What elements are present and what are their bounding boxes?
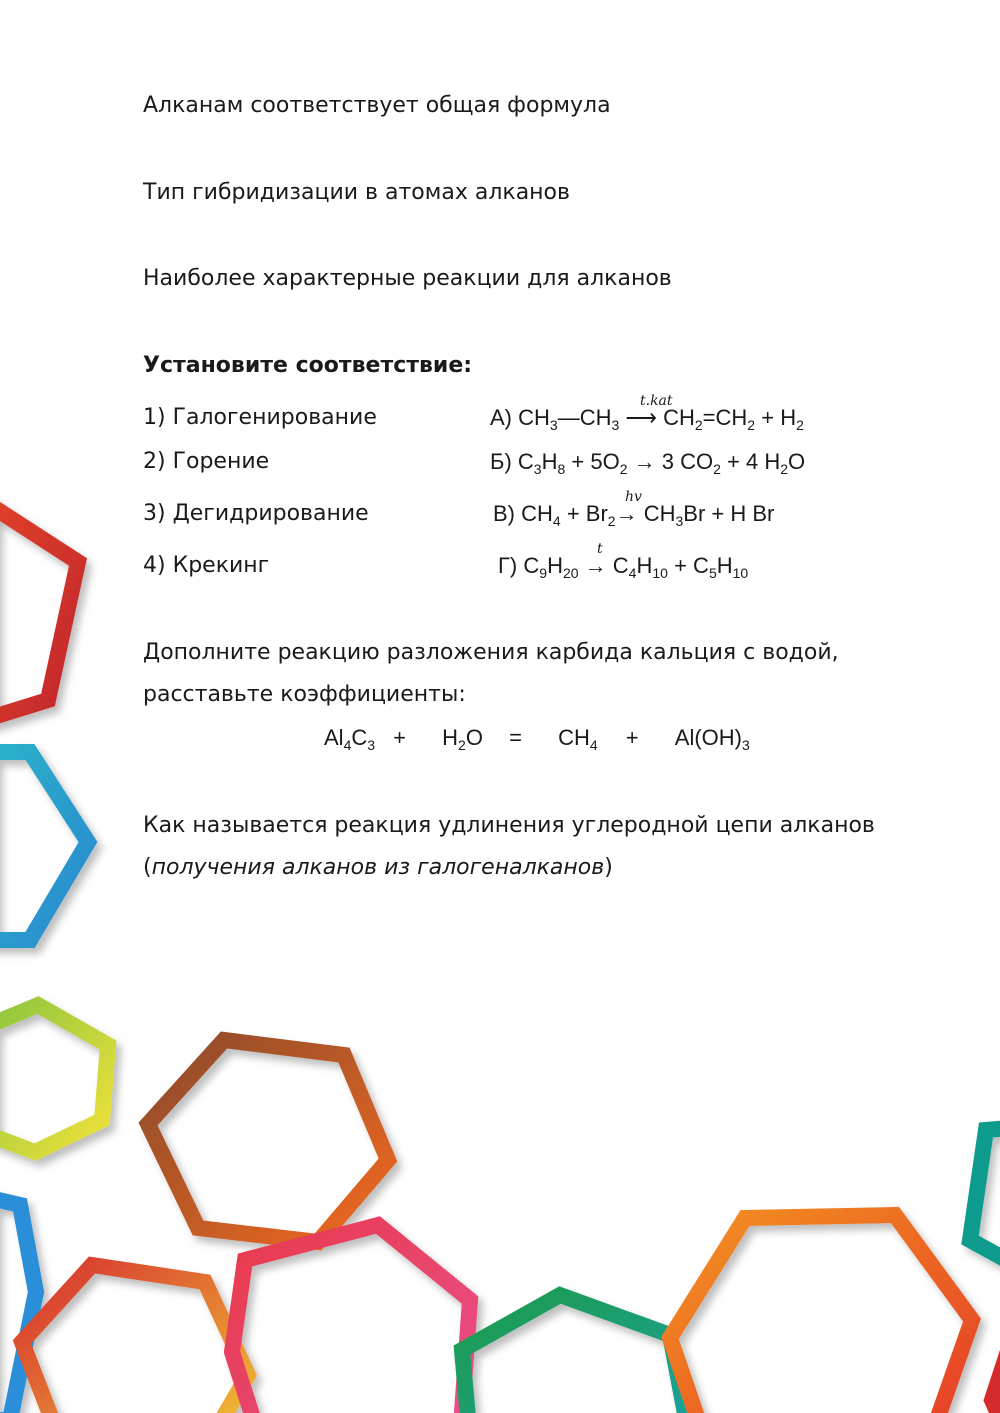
hexagon-red-yellow (22, 1265, 248, 1413)
hexagon-lime (0, 1005, 108, 1152)
question-typical-reactions: Наиболее характерные реакции для алканов (143, 266, 672, 291)
reaction-condition: t.kat (640, 393, 673, 409)
completion-line-1: Дополните реакцию разложения карбида кальция с водой, (143, 640, 839, 665)
reaction-arrow: → (584, 553, 607, 578)
matching-item-3: 3) Дегидрирование (143, 501, 369, 526)
reaction-condition: hv (625, 489, 642, 505)
reaction-arrow: ⟶ (625, 405, 657, 430)
reaction-arrow: → (633, 449, 656, 474)
matching-item-2: 2) Горение (143, 449, 270, 474)
reaction-letter: Б) (490, 449, 512, 474)
reaction-arrow: → (615, 501, 638, 526)
matching-title: Установите соответствие: (143, 353, 473, 378)
completion-line-2: расставьте коэффициенты: (143, 682, 466, 707)
reaction-v: В) $CH_4 + Br_2\to CH_3Br + H$ Br (493, 501, 775, 529)
hexagon-teal-right (970, 1128, 1000, 1262)
reaction-letter: Г) (498, 553, 518, 578)
reaction-condition: t (597, 541, 603, 557)
question-hybridization: Тип гибридизации в атомах алканов (143, 180, 570, 205)
hexagon-green (462, 1295, 690, 1413)
hexagon-red-right (992, 1345, 1000, 1413)
hexagon-red (0, 505, 78, 718)
hexagon-pink (232, 1225, 470, 1413)
final-question-line-1: Как называется реакция удлинения углеродной цепи алканов (143, 813, 875, 838)
hexagon-orange (670, 1215, 972, 1413)
final-question-line-2: (получения алканов из галогеналканов) (143, 855, 613, 880)
reaction-letter: А) (490, 405, 512, 430)
reaction-letter: В) (493, 501, 515, 526)
matching-item-1: 1) Галогенирование (143, 405, 377, 430)
matching-item-4: 4) Крекинг (143, 553, 270, 578)
reaction-a: А) $CH_3—CH_3$ ⟶ $CH_2=CH_2 + H_2$ (490, 405, 804, 433)
balance-equation: $Al_4C_3 + H_2O = CH_4 + Al(OH)_3$ (324, 725, 750, 753)
question-general-formula: Алканам соответствует общая формула (143, 93, 611, 118)
hexagon-teal (0, 752, 88, 940)
reaction-g: Г) $C_9H_{20} \to C_4H_{10} + C_5H_{10}$ (498, 553, 749, 581)
hexagon-brown (148, 1040, 388, 1242)
reaction-b: Б) $C_3H_8 + 5O_2 \to 3$ $CO_2 + 4$ $H_2O$ (490, 449, 806, 477)
